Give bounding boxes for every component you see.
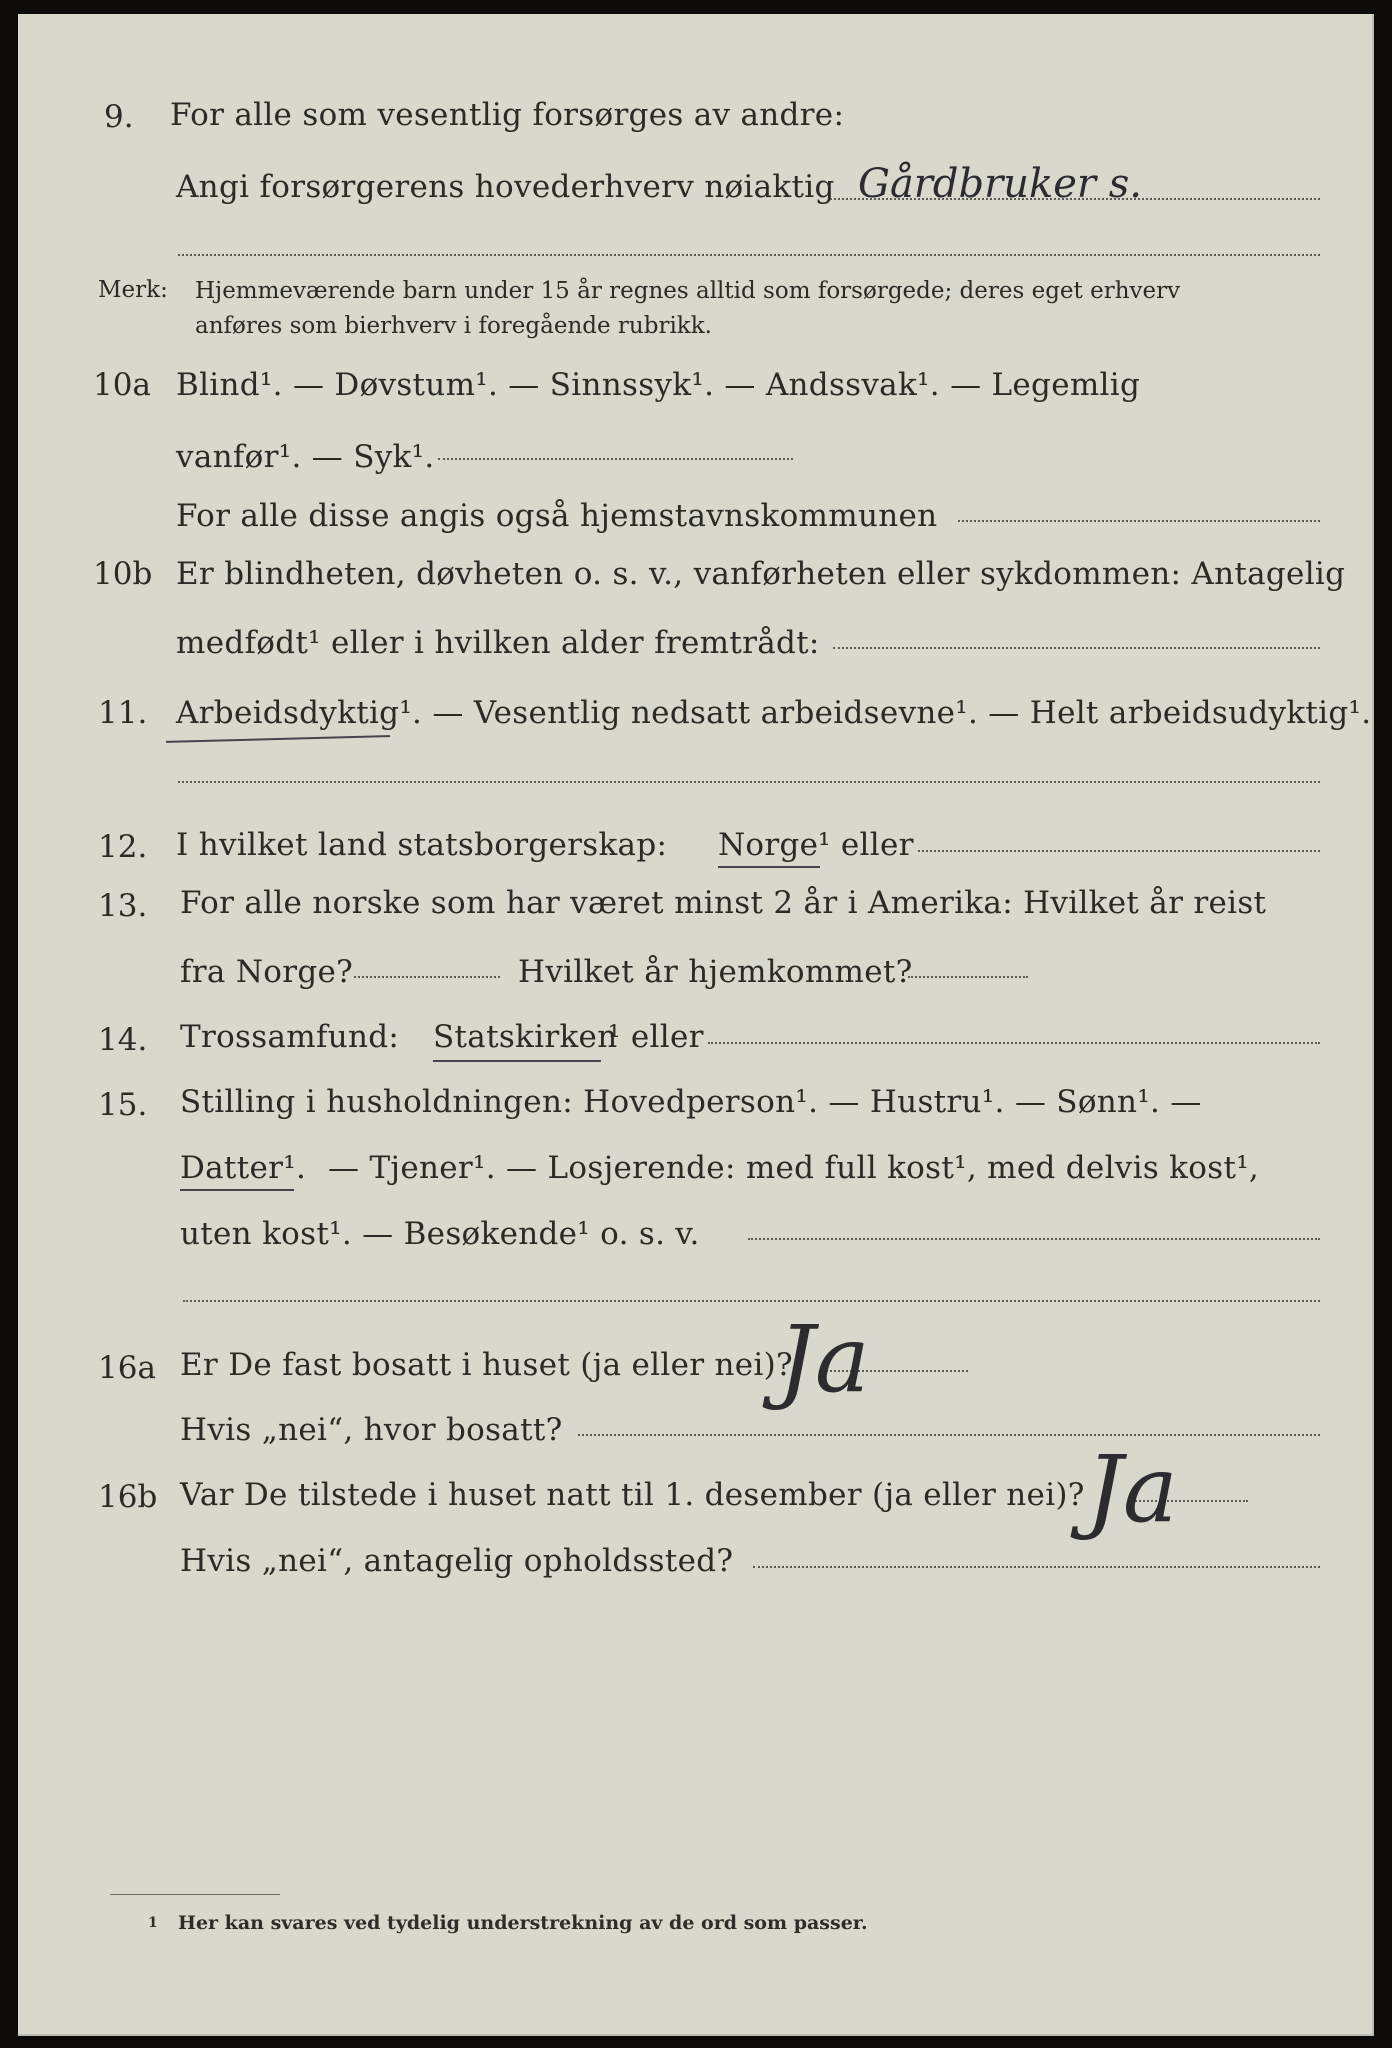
q15-handwritten-underline — [180, 1189, 294, 1191]
q10a-line2: vanfør¹. — Syk¹. — [176, 439, 435, 475]
q10a-kommune-line — [958, 520, 1320, 522]
q12-number: 12. — [98, 829, 148, 865]
q12-prefix: I hvilket land statsborgerskap: — [176, 827, 668, 863]
q15-line3: uten kost¹. — Besøkende¹ o. s. v. — [180, 1216, 700, 1252]
q10a-line1: Blind¹. — Døvstum¹. — Sinnssyk¹. — Andssvak¹. — Legemlig — [176, 367, 1141, 403]
q13-line1: For alle norske som har været minst 2 år i Amerika: Hvilket år reist — [180, 885, 1267, 921]
q16b-opholdssted-line — [753, 1566, 1320, 1568]
q11-line1: Arbeidsdyktig¹. — Vesentlig nedsatt arbeidsevne¹. — Helt arbeidsudyktig¹. — [176, 695, 1372, 731]
q15-answer-line — [748, 1238, 1320, 1240]
q15-line2: — Tjener¹. — Losjerende: med full kost¹, med delvis kost¹, — [328, 1150, 1260, 1186]
q10b-line2: medfødt¹ eller i hvilken alder fremtrådt: — [176, 625, 820, 661]
q16b-handwritten-answer: Ja — [1086, 1436, 1178, 1543]
q12-answer-line — [918, 850, 1320, 852]
merk-line2: anføres som bierhverv i foregående rubrikk. — [195, 313, 712, 339]
q9-number: 9. — [104, 99, 134, 135]
q12-suffix: ¹ eller — [818, 827, 914, 863]
q13-reist-line — [354, 976, 500, 978]
q13-line2b: Hvilket år hjemkommet? — [518, 954, 913, 990]
q12-underlined-norge: Norge — [718, 827, 819, 863]
q11-number: 11. — [98, 695, 148, 731]
q14-prefix: Trossamfund: — [180, 1019, 400, 1055]
q15-underlined-datter: Datter¹. — [180, 1150, 307, 1186]
q10b-number: 10b — [93, 556, 153, 592]
q10a-line3: For alle disse angis også hjemstavnskommunen — [176, 498, 938, 534]
q16a-line1: Er De fast bosatt i huset (ja eller nei)? — [180, 1347, 793, 1383]
q13-line2a: fra Norge? — [180, 954, 354, 990]
q12-handwritten-underline — [718, 866, 820, 868]
q14-handwritten-underline — [433, 1060, 601, 1062]
q16b-line1: Var De tilstede i huset natt til 1. desember (ja eller nei)? — [180, 1477, 1085, 1513]
q16a-bosatt-line — [578, 1434, 1320, 1436]
q15-extra-line — [183, 1300, 1320, 1302]
form-page — [18, 14, 1374, 2036]
merk-label: Merk: — [98, 277, 168, 303]
q16b-line2: Hvis „nei“, antagelig opholdssted? — [180, 1543, 734, 1579]
q13-hjemkommet-line — [908, 976, 1028, 978]
q16a-handwritten-answer: Ja — [778, 1306, 870, 1413]
q11-handwritten-underline — [166, 735, 390, 743]
q9-line2: Angi forsørgerens hovederhverv nøiaktig — [176, 169, 835, 205]
q14-number: 14. — [98, 1022, 148, 1058]
q9-line1: For alle som vesentlig forsørges av andre: — [170, 97, 845, 133]
q15-line1: Stilling i husholdningen: Hovedperson¹. — Hustru¹. — Sønn¹. — — [180, 1084, 1202, 1120]
footnote-mark: 1 — [148, 1915, 158, 1931]
footnote-text: Her kan svares ved tydelig understrekning av de ord som passer. — [178, 1912, 868, 1934]
merk-line1: Hjemmeværende barn under 15 år regnes alltid som forsørgede; deres eget erhverv — [195, 278, 1181, 304]
q9-handwritten-answer: Gårdbruker s. — [858, 161, 1143, 207]
q16b-number: 16b — [98, 1479, 158, 1515]
q14-answer-line — [708, 1042, 1320, 1044]
q16a-number: 16a — [98, 1350, 156, 1386]
q10b-alder-line — [833, 647, 1320, 649]
q9-extra-line — [178, 254, 1320, 256]
q13-number: 13. — [98, 888, 148, 924]
q14-suffix: ¹ eller — [608, 1019, 704, 1055]
q10b-line1: Er blindheten, døvheten o. s. v., vanførheten eller sykdommen: Antagelig — [176, 556, 1346, 592]
q10a-number: 10a — [93, 367, 151, 403]
q14-underlined-statskirken: Statskirken — [433, 1019, 618, 1055]
q10a-syk-line — [438, 458, 793, 460]
footnote-separator — [110, 1894, 280, 1895]
q15-number: 15. — [98, 1087, 148, 1123]
q16a-line2: Hvis „nei“, hvor bosatt? — [180, 1412, 563, 1448]
q11-extra-line — [178, 781, 1320, 783]
